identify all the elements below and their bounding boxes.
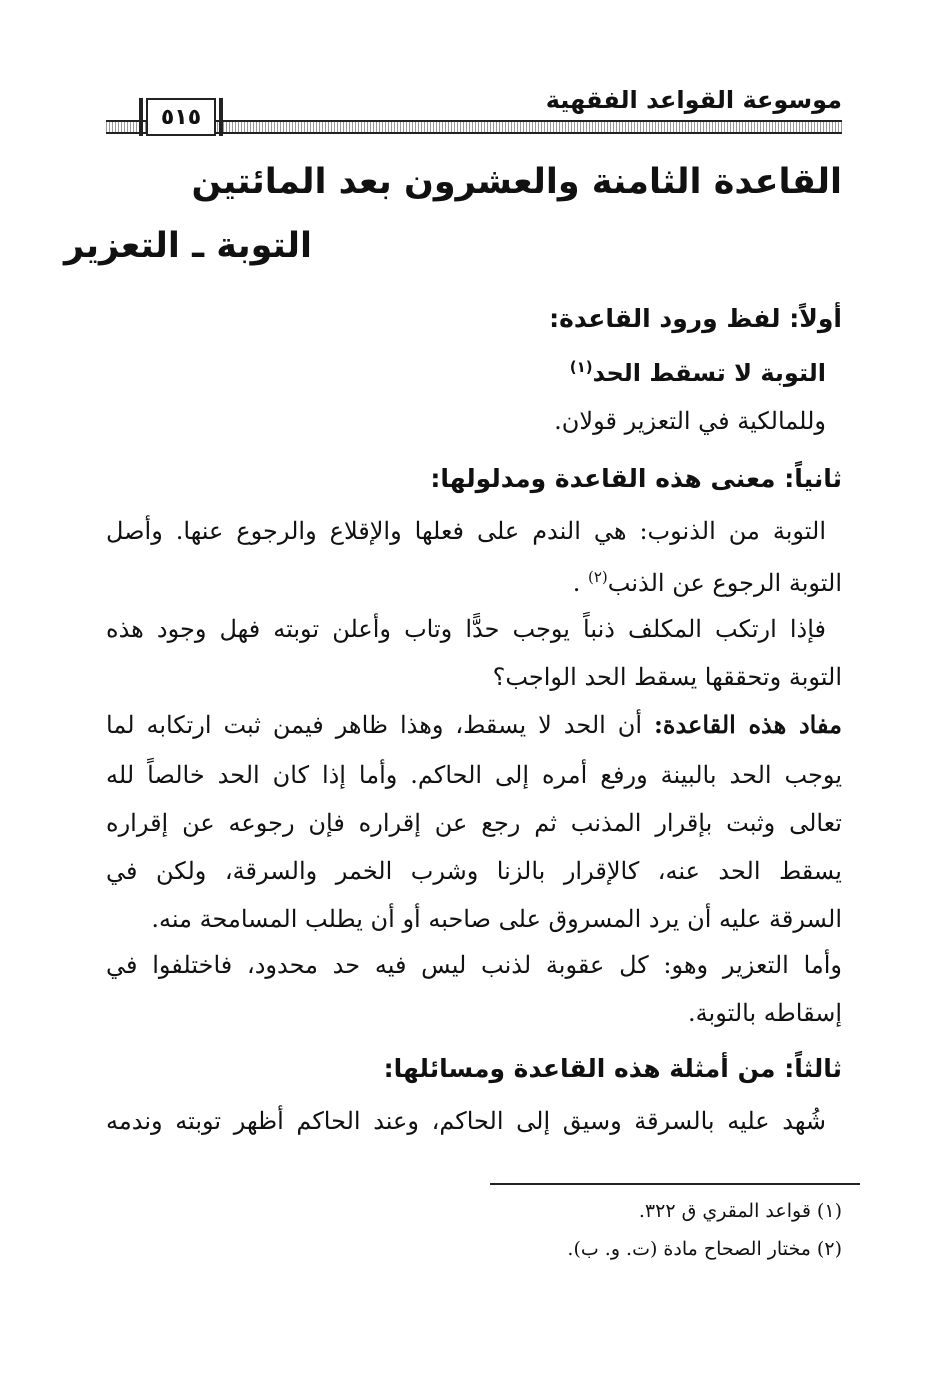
body-line-text: أن الحد لا يسقط، وهذا ظاهر فيمن ثبت ارتكابه لما <box>106 711 643 739</box>
rule-title: القاعدة الثامنة والعشرون بعد المائتين <box>191 162 842 202</box>
body-line: التوبة وتحققها يسقط الحد الواجب؟ <box>492 663 842 691</box>
body-line-text: التوبة الرجوع عن الذنب <box>607 569 842 597</box>
footnote-separator <box>490 1183 860 1185</box>
section-heading-1: أولاً: لفظ ورود القاعدة: <box>549 304 842 333</box>
body-line: يوجب الحد بالبينة ورفع أمره إلى الحاكم. وأما إذا كان الحد خالصاً لله <box>106 761 842 789</box>
rule-statement <box>570 350 826 390</box>
footnote-2: (٢) مختار الصحاح مادة (ت. و. ب). <box>567 1238 842 1260</box>
body-line: يسقط الحد عنه، كالإقرار بالزنا وشرب الخمر والسرقة، ولكن في <box>106 857 842 885</box>
body-line <box>573 560 842 600</box>
footnote-1: (١) قواعد المقري ق ٣٢٢. <box>638 1200 842 1222</box>
page-number: ٥١٥ <box>160 104 202 130</box>
body-line: التوبة من الذنوب: هي الندم على فعلها والإقلاع والرجوع عنها. وأصل <box>106 517 826 545</box>
lead-label: مفاد هذه القاعدة: <box>654 710 842 739</box>
rule-statement-text: التوبة لا تسقط الحد <box>592 359 826 387</box>
rule-subtitle: التوبة ـ التعزير <box>64 226 312 266</box>
body-line-end: . <box>572 569 581 597</box>
page-number-box <box>146 98 216 136</box>
header-rule <box>106 120 842 134</box>
footnote-ref-1: (١) <box>569 358 593 376</box>
body-line: شُهد عليه بالسرقة وسيق إلى الحاكم، وعند الحاكم أظهر توبته وندمه <box>106 1107 826 1135</box>
body-line: تعالى وثبت بإقرار المذنب ثم رجع عن إقراره فإن رجوعه عن إقراره <box>106 809 842 837</box>
section-heading-2: ثانياً: معنى هذه القاعدة ومدلولها: <box>430 464 842 493</box>
body-line: إسقاطه بالتوبة. <box>688 999 842 1027</box>
body-line: السرقة عليه أن يرد المسروق على صاحبه أو أن يطلب المسامحة منه. <box>151 905 842 933</box>
running-header-title: موسوعة القواعد الفقهية <box>545 86 842 114</box>
body-line: فإذا ارتكب المكلف ذنباً يوجب حدًّا وتاب وأعلن توبته فهل وجود هذه <box>106 615 826 643</box>
footnote-ref-2: (٢) <box>587 568 608 586</box>
maliki-note: وللمالكية في التعزير قولان. <box>554 407 826 435</box>
section-heading-3: ثالثاً: من أمثلة هذه القاعدة ومسائلها: <box>383 1054 842 1083</box>
body-line: وأما التعزير وهو: كل عقوبة لذنب ليس فيه حد محدود، فاختلفوا في <box>106 951 842 979</box>
body-line <box>106 708 842 742</box>
